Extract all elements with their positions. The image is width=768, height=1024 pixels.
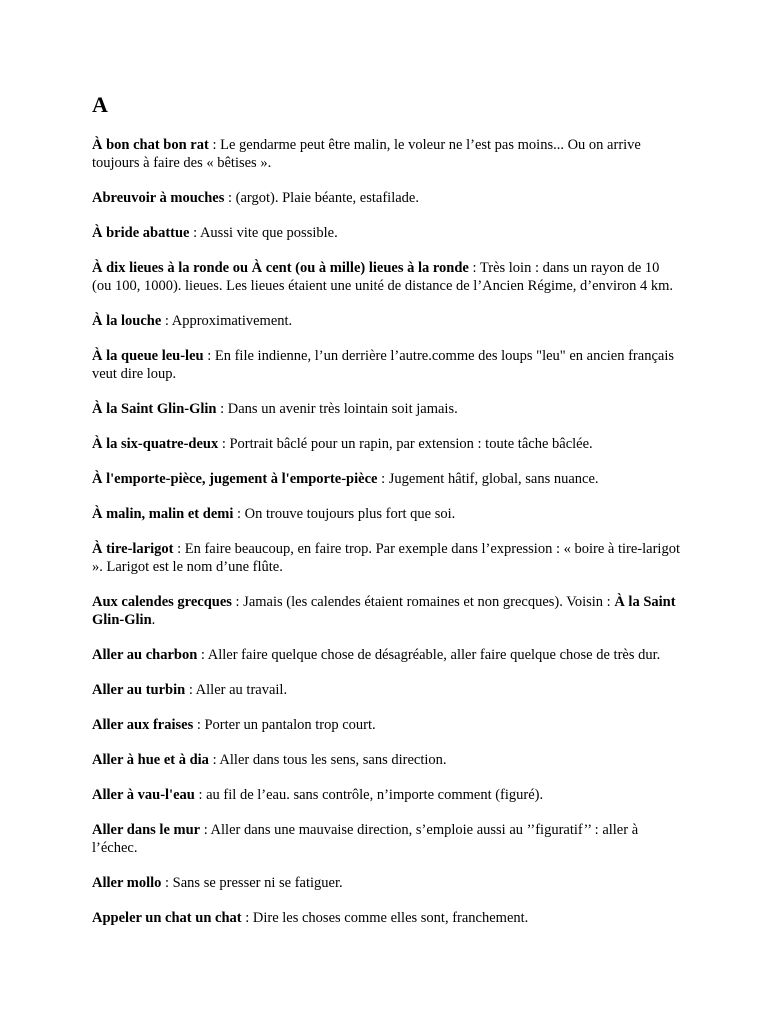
section-letter-heading: A (92, 92, 108, 117)
entry-term: Aller au turbin (92, 682, 186, 698)
glossary-entry (92, 716, 682, 734)
entry-definition: : Dire les choses comme elles sont, franchement. (241, 910, 529, 926)
glossary-entry (92, 259, 682, 295)
glossary-entry (92, 540, 682, 576)
entry-term: Aux calendes grecques (92, 594, 232, 610)
entry-term: À la louche (92, 313, 162, 329)
entry-term: Aller aux fraises (92, 717, 194, 733)
entry-definition: : Très loin : dans un rayon de 10 (ou 100, 1000). lieues. Les lieues étaient une unité de distance de l’Ancien Régime, d’environ 4 km. (92, 260, 674, 294)
glossary-entry (92, 189, 682, 207)
entry-term: À bon chat bon rat (92, 137, 209, 153)
glossary-entry (92, 312, 682, 330)
glossary-entry (92, 909, 682, 927)
glossary-entry (92, 505, 682, 523)
entry-definition: : Aller faire quelque chose de désagréable, aller faire quelque chose de très dur. (197, 647, 661, 663)
entry-definition: : En faire beaucoup, en faire trop. Par exemple dans l’expression : « boire à tire-larigot ». Larigot est le nom d’une flûte. (92, 541, 680, 575)
entry-term: Aller mollo (92, 875, 162, 891)
glossary-entry (92, 593, 682, 629)
glossary-entry (92, 136, 682, 172)
entry-term: Abreuvoir à mouches (92, 190, 225, 206)
entry-cross-reference: À la Saint Glin-Glin (92, 594, 676, 628)
glossary-entry (92, 400, 682, 418)
glossary-entry (92, 470, 682, 488)
entry-term: À la Saint Glin-Glin (92, 401, 217, 417)
entry-term: À bride abattue (92, 225, 190, 241)
entry-definition: : Aller au travail. (185, 682, 288, 698)
entry-definition: : Approximativement. (161, 313, 293, 329)
entry-term: Aller dans le mur (92, 822, 201, 838)
entry-definition: : Portrait bâclé pour un rapin, par extension : toute tâche bâclée. (218, 436, 593, 452)
entry-definition: : Dans un avenir très lointain soit jamais. (216, 401, 458, 417)
glossary-entry (92, 224, 682, 242)
entry-definition: : Jamais (les calendes étaient romaines et non grecques). Voisin : (231, 594, 615, 610)
glossary-entries (92, 136, 682, 944)
entry-definition: : Jugement hâtif, global, sans nuance. (377, 471, 599, 487)
entry-definition: : au fil de l’eau. sans contrôle, n’importe comment (figuré). (194, 787, 544, 803)
entry-term: Aller à hue et à dia (92, 752, 209, 768)
entry-term: À dix lieues à la ronde ou À cent (ou à mille) lieues à la ronde (92, 260, 469, 276)
glossary-entry (92, 435, 682, 453)
entry-definition: : Aller dans tous les sens, sans direction. (208, 752, 447, 768)
glossary-entry (92, 821, 682, 857)
entry-tail: . (151, 612, 156, 628)
entry-definition: : Aller dans une mauvaise direction, s’emploie aussi au ’’figuratif’’ : aller à l’échec. (92, 822, 639, 856)
entry-term: À l'emporte-pièce, jugement à l'emporte-pièce (92, 471, 378, 487)
entry-definition: : Aussi vite que possible. (189, 225, 338, 241)
glossary-entry (92, 751, 682, 769)
entry-term: Aller à vau-l'eau (92, 787, 195, 803)
entry-term: À tire-larigot (92, 541, 174, 557)
glossary-entry (92, 681, 682, 699)
glossary-entry (92, 646, 682, 664)
entry-term: Aller au charbon (92, 647, 198, 663)
entry-definition: : En file indienne, l’un derrière l’autre.comme des loups "leu" en ancien français veut dire loup. (92, 348, 674, 382)
glossary-entry (92, 347, 682, 383)
glossary-entry (92, 874, 682, 892)
entry-term: À malin, malin et demi (92, 506, 234, 522)
entry-definition: : Porter un pantalon trop court. (193, 717, 376, 733)
entry-term: À la queue leu-leu (92, 348, 204, 364)
entry-definition: : On trouve toujours plus fort que soi. (233, 506, 456, 522)
entry-term: Appeler un chat un chat (92, 910, 242, 926)
entry-term: À la six-quatre-deux (92, 436, 219, 452)
glossary-entry (92, 786, 682, 804)
entry-definition: : (argot). Plaie béante, estafilade. (224, 190, 419, 206)
entry-definition: : Sans se presser ni se fatiguer. (161, 875, 343, 891)
entry-definition: : Le gendarme peut être malin, le voleur ne l’est pas moins... Ou on arrive toujours à faire des « bêtises ». (92, 137, 641, 171)
